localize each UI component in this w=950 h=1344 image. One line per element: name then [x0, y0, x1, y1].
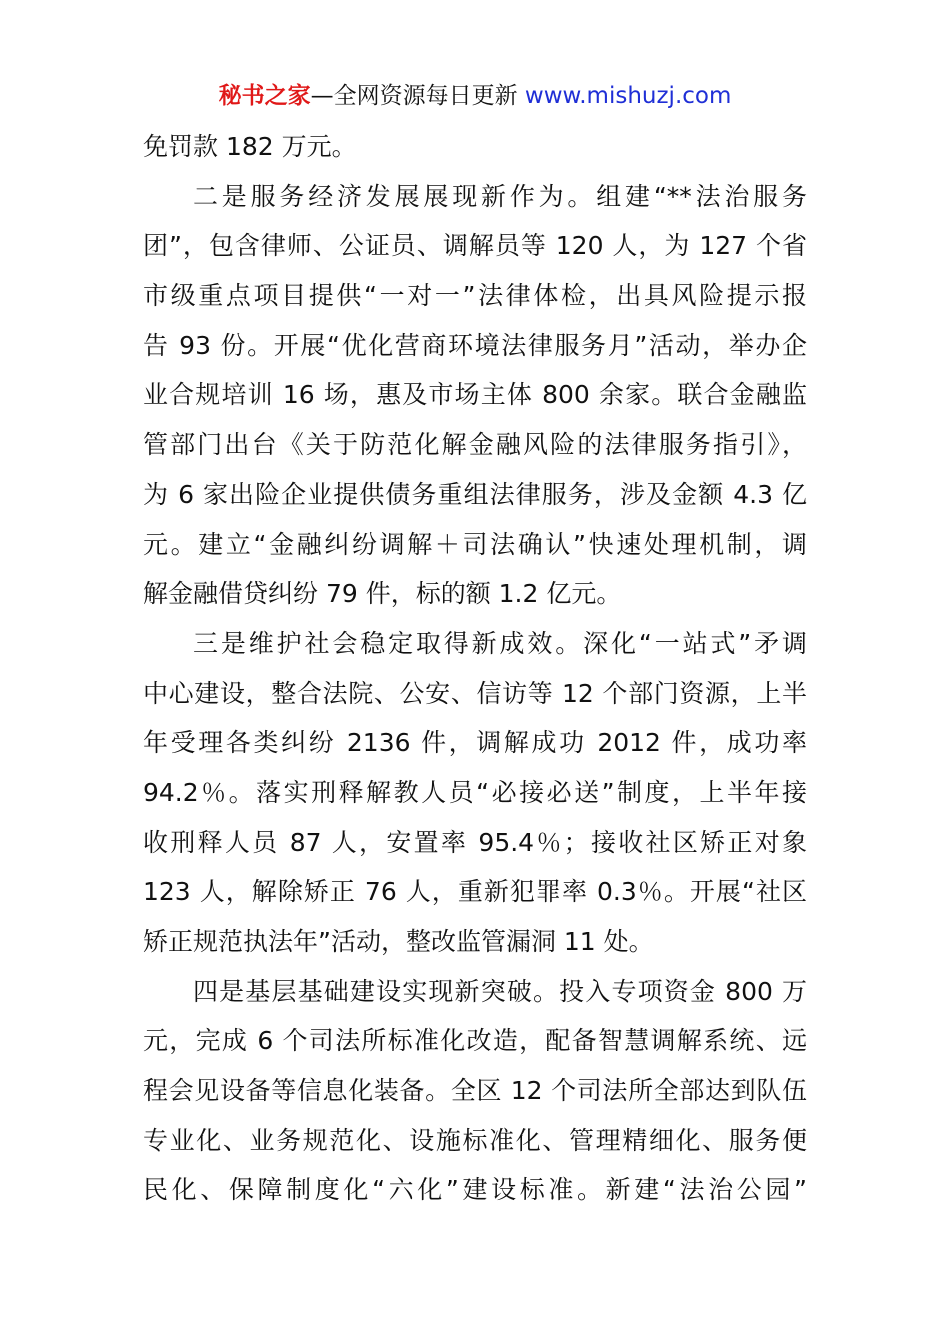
- text-line: 元，完成 6 个司法所标准化改造，配备智慧调解系统、远: [143, 1026, 807, 1056]
- text-line: 为 6 家出险企业提供债务重组法律服务，涉及金额 4.3 亿: [143, 479, 807, 509]
- text-line: 民化、保障制度化“六化”建设标准。新建“法治公园”: [143, 1175, 807, 1205]
- text-line: 免罚款 182 万元。: [143, 132, 357, 161]
- document-body: [143, 122, 807, 1215]
- text-line: 团”，包含律师、公证员、调解员等 120 人，为 127 个省: [143, 231, 807, 261]
- text-line: 元。建立“金融纠纷调解＋司法确认”快速处理机制，调: [143, 529, 807, 559]
- brand-name: 秘书之家: [218, 83, 311, 109]
- text-line: 告 93 份。开展“优化营商环境法律服务月”活动，举办企: [143, 330, 807, 360]
- text-line: 矫正规范执法年”活动，整改监管漏洞 11 处。: [143, 927, 654, 956]
- text-line: 管部门出台《关于防范化解金融风险的法律服务指引》，: [143, 430, 807, 460]
- header-tagline: —全网资源每日更新: [310, 83, 518, 109]
- text-line: 业合规培训 16 场，惠及市场主体 800 余家。联合金融监: [143, 380, 807, 410]
- text-line: 解金融借贷纠纷 79 件，标的额 1.2 亿元。: [143, 579, 622, 609]
- paragraph-3-start: 三是维护社会稳定取得新成效。深化“一站式”矛调: [193, 628, 807, 658]
- text-line: 专业化、业务规范化、设施标准化、管理精细化、服务便: [143, 1125, 807, 1155]
- paragraph-4-start: 四是基层基础建设实现新突破。投入专项资金 800 万: [193, 976, 807, 1006]
- text-line: 年受理各类纠纷 2136 件，调解成功 2012 件，成功率: [143, 728, 807, 758]
- text-line: 收刑释人员 87 人，安置率 95.4％；接收社区矫正对象: [143, 827, 807, 857]
- text-line: 市级重点项目提供“一对一”法律体检，出具风险提示报: [143, 281, 807, 311]
- paragraph-2-start: 二是服务经济发展展现新作为。组建“**法治服务: [193, 181, 807, 211]
- text-line: 123 人，解除矫正 76 人，重新犯罪率 0.3％。开展“社区: [143, 877, 807, 907]
- site-url-link[interactable]: www.mishuzj.com: [524, 83, 732, 109]
- text-line: 中心建设，整合法院、公安、信访等 12 个部门资源，上半: [143, 678, 807, 708]
- site-header: [0, 80, 950, 112]
- text-line: 程会见设备等信息化装备。全区 12 个司法所全部达到队伍: [143, 1076, 807, 1106]
- text-line: 94.2％。落实刑释解教人员“必接必送”制度，上半年接: [143, 777, 807, 807]
